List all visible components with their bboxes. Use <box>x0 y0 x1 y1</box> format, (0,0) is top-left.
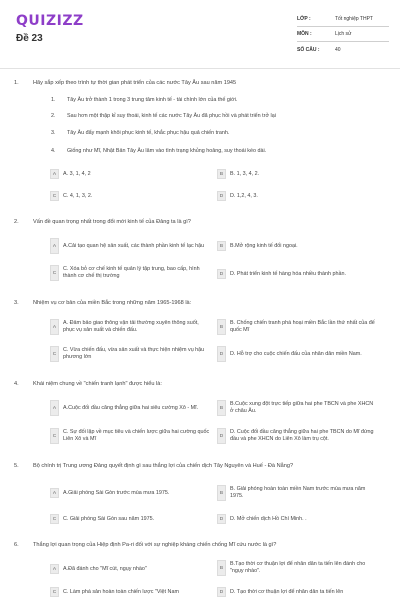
option-letter: B <box>217 319 226 335</box>
item-number: 1. <box>51 97 56 103</box>
option-letter: D <box>217 269 226 279</box>
option-text: D. Hỗ trợ cho cuộc chiến đấu của nhân dân miền Nam. <box>230 350 362 357</box>
option-text: B. 1, 3, 4, 2. <box>230 170 260 177</box>
option-text: D. Cuộc đối đầu căng thẳng giữa hai phe TBCN do Mĩ đứng đầu và phe XHCN do Liên Xô làm trụ cột. <box>230 429 374 442</box>
option-letter: A <box>50 319 59 335</box>
option-text: A.Đã đánh cho "Mĩ cút, ngụy nhào" <box>63 565 147 572</box>
option-letter: D <box>217 191 226 201</box>
option-c[interactable] <box>50 512 154 526</box>
option-b[interactable] <box>217 319 377 335</box>
quizizz-logo: QUIZIZZ <box>16 13 84 29</box>
meta-box <box>297 12 389 58</box>
option-letter: B <box>217 241 226 251</box>
option-b[interactable] <box>217 400 377 416</box>
option-letter: C <box>50 346 59 362</box>
option-letter: D <box>217 514 226 524</box>
option-text: A.Cải tạo quan hệ sản xuất, các thành phần kinh tế lạc hậu <box>63 242 205 249</box>
option-d[interactable] <box>217 189 258 203</box>
option-text: A. Đảm bảo giao thông vận tải thường xuyên thông suốt, phục vụ sản xuất và chiến đấu. <box>63 320 199 333</box>
option-text: A. 3, 1, 4, 2 <box>63 170 91 177</box>
option-letter: C <box>50 191 59 201</box>
item-text: Tây Âu trở thành 1 trong 3 trung tâm kinh tế - tài chính lớn của thế giới. <box>67 97 238 103</box>
option-text: C. Xóa bỏ cơ chế kinh tế quản lý tập trung, bao cấp, hình thành cơ chế thị trường <box>63 266 200 279</box>
option-letter: B <box>217 169 226 179</box>
option-letter: D <box>217 428 226 444</box>
item-number: 3. <box>51 130 56 136</box>
option-d[interactable] <box>217 267 346 281</box>
option-text: C. Vừa chiến đấu, vừa sản xuất và thực hiện nhiệm vụ hậu phương lớn <box>63 347 205 360</box>
item-text: Tây Âu đẩy mạnh khôi phục kinh tế, khắc phục hậu quả chiến tranh. <box>67 130 230 136</box>
option-text: B.Mở rộng kinh tế đối ngoại. <box>230 242 298 249</box>
option-letter: C <box>50 428 59 444</box>
meta-label: SỐ CÂU : <box>297 46 320 53</box>
option-a[interactable] <box>50 167 91 181</box>
header <box>0 0 400 70</box>
meta-label: LỚP : <box>297 16 311 22</box>
question-text: Nhiệm vụ cơ bản của miền Bắc trong những năm 1965-1968 là: <box>33 300 192 306</box>
meta-row-class <box>297 12 389 27</box>
meta-value: 40 <box>335 46 341 53</box>
option-d[interactable] <box>217 428 382 444</box>
option-b[interactable] <box>217 560 377 576</box>
question-number: 2. <box>14 219 19 225</box>
option-a[interactable] <box>50 319 210 335</box>
meta-value: Lịch sử <box>335 31 352 37</box>
option-text: B.Tạo thời cơ thuận lợi để nhân dân ta tiến lên đánh cho "ngụy nhào". <box>230 561 366 574</box>
option-letter: A <box>50 488 59 498</box>
option-a[interactable] <box>50 562 147 576</box>
meta-row-count <box>297 42 389 57</box>
question-number: 3. <box>14 300 19 306</box>
meta-value: Tốt nghiệp THPT <box>335 16 373 22</box>
option-letter: B <box>217 485 226 501</box>
option-text: D. 1,2, 4, 3. <box>230 192 258 199</box>
option-text: A.Cuộc đối đầu căng thẳng giữa hai siêu cường Xô - Mĩ. <box>63 404 199 411</box>
meta-row-subject <box>297 27 389 42</box>
page-title: Đề 23 <box>16 33 43 44</box>
option-d[interactable] <box>217 346 377 362</box>
option-letter: B <box>217 400 226 416</box>
option-text: C. Làm phá sản hoàn toàn chiến lược "Việt Nam <box>63 588 179 595</box>
header-divider <box>0 68 400 69</box>
option-text: C. Sự đối lập về mục tiêu và chiến lược giữa hai cường quốc Liên Xô và Mĩ <box>63 429 210 442</box>
option-letter: A <box>50 400 59 416</box>
option-text: D. Tạo thời cơ thuận lợi để nhân dân ta tiến lên <box>230 588 344 595</box>
option-text: B. Chống chiến tranh phá hoại miền Bắc lần thứ nhất của đế quốc Mĩ <box>230 320 375 333</box>
option-c[interactable] <box>50 189 92 203</box>
option-text: D. Mở chiến dịch Hồ Chí Minh. . <box>230 515 307 522</box>
question-text: Khái niệm chung về "chiến tranh lạnh" được hiểu là: <box>33 381 162 387</box>
option-c[interactable] <box>50 346 210 362</box>
option-a[interactable] <box>50 400 210 416</box>
option-b[interactable] <box>217 485 377 501</box>
meta-label: MÔN : <box>297 31 312 37</box>
question-number: 1. <box>14 80 19 86</box>
option-letter: D <box>217 587 226 597</box>
option-letter: C <box>50 265 59 281</box>
option-text: B.Cuộc xung đột trực tiếp giữa hai phe TBCN và phe XHCN ở châu Âu. <box>230 401 374 414</box>
option-letter: C <box>50 514 59 524</box>
item-number: 4. <box>51 148 56 154</box>
option-letter: A <box>50 238 59 254</box>
option-c[interactable] <box>50 428 210 444</box>
option-letter: D <box>217 346 226 362</box>
question-text: Thắng lợi quan trọng của Hiệp định Pa-ri đối với sự nghiệp kháng chiến chống Mĩ cứu nước là gì? <box>33 542 277 548</box>
option-letter: C <box>50 587 59 597</box>
question-number: 5. <box>14 463 19 469</box>
option-a[interactable] <box>50 238 210 254</box>
item-number: 2. <box>51 113 56 119</box>
option-d[interactable] <box>217 512 307 526</box>
item-text: Sau hơn một thập kỉ suy thoái, kinh tế các nước Tây Âu đã phục hồi và phát triển trở lại <box>67 113 276 119</box>
option-letter: A <box>50 169 59 179</box>
option-text: D. Phát triển kinh tế hàng hóa nhiều thành phần. <box>230 270 346 277</box>
question-text: Hãy sắp xếp theo trình tự thời gian phát triển của các nước Tây Âu sau năm 1945 <box>33 80 237 86</box>
question-number: 6. <box>14 542 19 548</box>
option-d[interactable] <box>217 585 343 599</box>
option-a[interactable] <box>50 486 169 500</box>
item-text: Giống như Mĩ, Nhật Bản Tây Âu lâm vào tình trạng khủng hoảng, suy thoái kéo dài. <box>67 148 267 154</box>
option-c[interactable] <box>50 585 179 599</box>
option-text: A.Giải phóng Sài Gòn trước mùa mưa 1975. <box>63 489 170 496</box>
question-text: Bộ chính trị Trung ương Đảng quyết định gì sau thắng lợi của chiến dịch Tây Nguyên và Huế - Đà Nẵng? <box>33 463 294 469</box>
option-b[interactable] <box>217 239 298 253</box>
option-text: C. Giải phóng Sài Gòn sau năm 1975. <box>63 515 155 522</box>
option-letter: B <box>217 560 226 576</box>
option-c[interactable] <box>50 265 210 281</box>
option-text: B. Giải phóng hoàn toàn miền Nam trước mùa mưa năm 1975. <box>230 486 366 499</box>
question-text: Vấn đề quan trọng nhất trong đổi mới kinh tế của Đảng ta là gì? <box>33 219 191 225</box>
question-number: 4. <box>14 381 19 387</box>
option-text: C. 4, 1, 3, 2. <box>63 192 93 199</box>
option-b[interactable] <box>217 167 259 181</box>
option-letter: A <box>50 564 59 574</box>
